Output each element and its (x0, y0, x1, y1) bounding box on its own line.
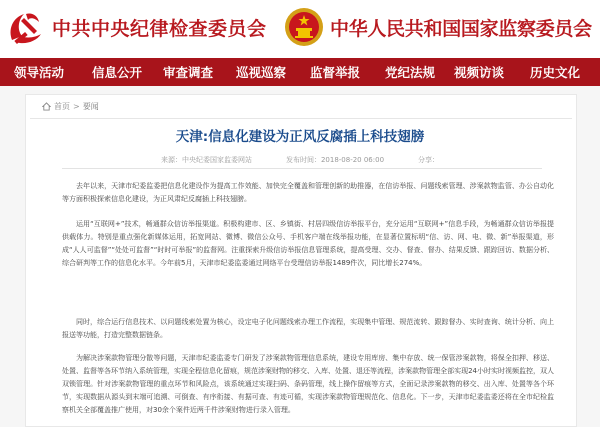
article-paragraph: 为解决涉案款物管理分散等问题，天津市纪委监委专门研发了涉案款物管理信息系统，建设专用库房、集中存放、统一保管涉案款物，将保全扣押、移送、处置、监督等各环节纳入系统管理，实现全程信息化留痕，规范涉案财物的移交、入库、处置、退还等流程，涉案款物管理全部实现24小时实时视频监控，双人双锁管理。针对涉案款物管理的重点环节和风险点，该系统通过实现扫码、条码管理，线上操作留痕等方式，全面记录涉案款物的移交、出入库、处置等各个环节，实现数据从源头到末端可追溯、可倒查、有序衔接、有据可查、有迹可循，实现涉案款物管理规范化、信息化。下一步，天津市纪委监委还将在全市纪检监察机关全部覆盖推广使用，对30余个案件近两千件涉案财物进行录入管理。 (62, 354, 554, 414)
article-paragraph: 同时，综合运行信息技术、以问题线索处置为核心，设定电子化问题线索办理工作流程，实现集中管理、规范流转、跟踪督办、实时查询、统计分析、向上报送等功能，打造完整数据链条。 (62, 318, 554, 339)
nav-item-regulations[interactable]: 党纪法规 (385, 65, 436, 80)
article-meta (0, 155, 600, 165)
breadcrumb-divider (30, 118, 572, 119)
main-nav (0, 58, 600, 86)
nav-item-inspection[interactable]: 巡视巡察 (236, 65, 287, 80)
nav-item-investigation[interactable]: 审查调查 (163, 65, 214, 80)
party-emblem-icon (6, 8, 46, 46)
masthead (0, 0, 600, 56)
nav-item-history[interactable]: 历史文化 (530, 65, 581, 80)
breadcrumb-separator: > (73, 102, 80, 111)
nav-item-leaders[interactable]: 领导活动 (14, 65, 65, 80)
national-emblem-icon (283, 6, 325, 48)
nav-item-reporting[interactable]: 监督举报 (310, 65, 361, 80)
article-date: 发布时间：2018-08-20 06:00 (285, 156, 385, 164)
article-title: 天津:信息化建设为正风反腐插上科技翅膀 (175, 129, 425, 145)
home-icon (42, 102, 51, 111)
nav-item-info-disclosure[interactable]: 信息公开 (92, 65, 143, 80)
breadcrumb-current[interactable]: 要闻 (82, 102, 99, 111)
article-paragraph: 运用“互联网+”技术，畅通群众信访举报渠道。积极构建市、区、乡镇街、村居四级信访举报平台，充分运用“互联网+”信息手段，为畅通群众信访举报提供载体力。特别是重点强化新媒体运用，拓宽网站、微博、微信公众号、手机客户端在线举报功能，在显著位置标明“信、访、网、电、微、新”举报渠道，形成“人人可监督”“处处可监督”“时时可举报”的监督网。注重探索升级信访举报信息管理系统，提高受理、交办、督查、督办、结果反馈、跟踪回访、数据分析、综合研判等工作的信息化水平。今年前5月，天津市纪委监委通过网络平台受理信访举报1489件次，同比增长274%。 (62, 220, 554, 267)
cpc-commission-title[interactable]: 中共中央纪律检查委员会 (52, 18, 267, 40)
article-paragraph: 去年以来，天津市纪委监委把信息化建设作为提高工作效能、加快完全覆盖和管理创新的助推器，在信访举报、问题线索管理、涉案款物监管、办公自动化等方面积极探索信息化建设，为正风肃纪反腐插上科技翅膀。 (62, 182, 554, 203)
meta-divider (62, 168, 542, 169)
nav-item-video[interactable]: 视频访谈 (454, 65, 505, 80)
share-label[interactable]: 分享： (418, 156, 440, 164)
breadcrumb (42, 101, 99, 112)
breadcrumb-home[interactable]: 首页 (54, 102, 70, 111)
national-commission-title[interactable]: 中华人民共和国国家监察委员会 (330, 18, 592, 40)
article-source: 来源：中央纪委国家监委网站 (160, 156, 252, 164)
